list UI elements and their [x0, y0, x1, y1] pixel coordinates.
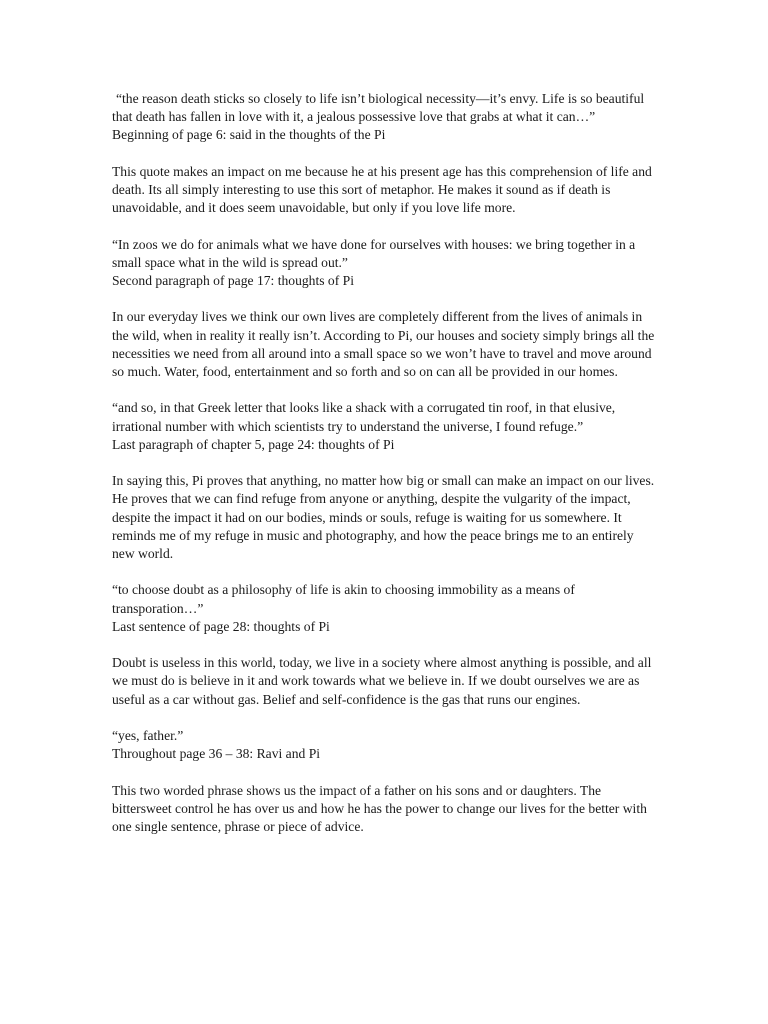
quote-block-2	[112, 236, 657, 291]
quote-citation: Second paragraph of page 17: thoughts of Pi	[112, 273, 354, 288]
response-text: This two worded phrase shows us the impact of a father on his sons and or daughters. The bittersweet control he has over us and how he has the power to change our lives for the better with one single sentence, phrase or piece of advice.	[112, 782, 647, 834]
quote-citation: Last paragraph of chapter 5, page 24: thoughts of Pi	[112, 436, 395, 452]
response-block-2	[112, 308, 657, 381]
response-text: In our everyday lives we think our own lives are completely different from the lives of animals in the wild, when in reality it really isn’t. According to Pi, our houses and society simply brings all the necessities we need from all around into a small space so we won’t have to travel and move around so much. Water, food, entertainment and so forth and so on can all be provided in our homes.	[112, 309, 655, 379]
quote-block-4	[112, 581, 657, 636]
response-block-5	[112, 782, 657, 837]
quote-citation: Beginning of page 6: said in the thoughts of the Pi	[112, 127, 386, 143]
quote-text: “to choose doubt as a philosophy of life is akin to choosing immobility as a means of transporation…”	[112, 582, 575, 616]
response-text: This quote makes an impact on me because he at his present age has this comprehension of life and death. Its all simply interesting to use this sort of metaphor. He makes it sound as if death is unavoidable, and it does seem unavoidable, but only if you love life more.	[112, 163, 652, 216]
quote-text: “the reason death sticks so closely to life isn’t biological necessity—it’s envy. Life is so beautiful that death has fallen in love with it, a jealous possessive love that grabs at what it can…”	[112, 91, 645, 125]
quote-block-5	[112, 727, 657, 763]
document-page	[112, 90, 657, 854]
response-block-3	[112, 472, 657, 563]
quote-text: “yes, father.”	[112, 727, 184, 743]
quote-block-1	[112, 90, 657, 145]
quote-text: “and so, in that Greek letter that looks like a shack with a corrugated tin roof, in that elusive, irrational number with which scientists try to understand the universe, I found refuge.”	[112, 400, 616, 434]
response-block-4	[112, 654, 657, 709]
response-block-1	[112, 163, 657, 218]
quote-citation: Throughout page 36 – 38: Ravi and Pi	[112, 746, 321, 762]
quote-citation: Last sentence of page 28: thoughts of Pi	[112, 618, 330, 634]
response-text: Doubt is useless in this world, today, we live in a society where almost anything is possible, and all we must do is believe in it and work towards what we believe in. If we doubt ourselves we are as useful as a car without gas. Belief and self-confidence is the gas that runs our engines.	[112, 655, 652, 707]
response-text: In saying this, Pi proves that anything, no matter how big or small can make an impact on our lives. He proves that we can find refuge from anyone or anything, despite the vulgarity of the impact, despite the impact it had on our bodies, minds or souls, refuge is waiting for us somewhere. It reminds me of my refuge in music and photography, and how the peace brings me to an entirely new world.	[112, 473, 655, 561]
quote-text: “In zoos we do for animals what we have done for ourselves with houses: we bring together in a small space what in the wild is spread out.”	[112, 236, 636, 270]
quote-block-3	[112, 399, 657, 454]
